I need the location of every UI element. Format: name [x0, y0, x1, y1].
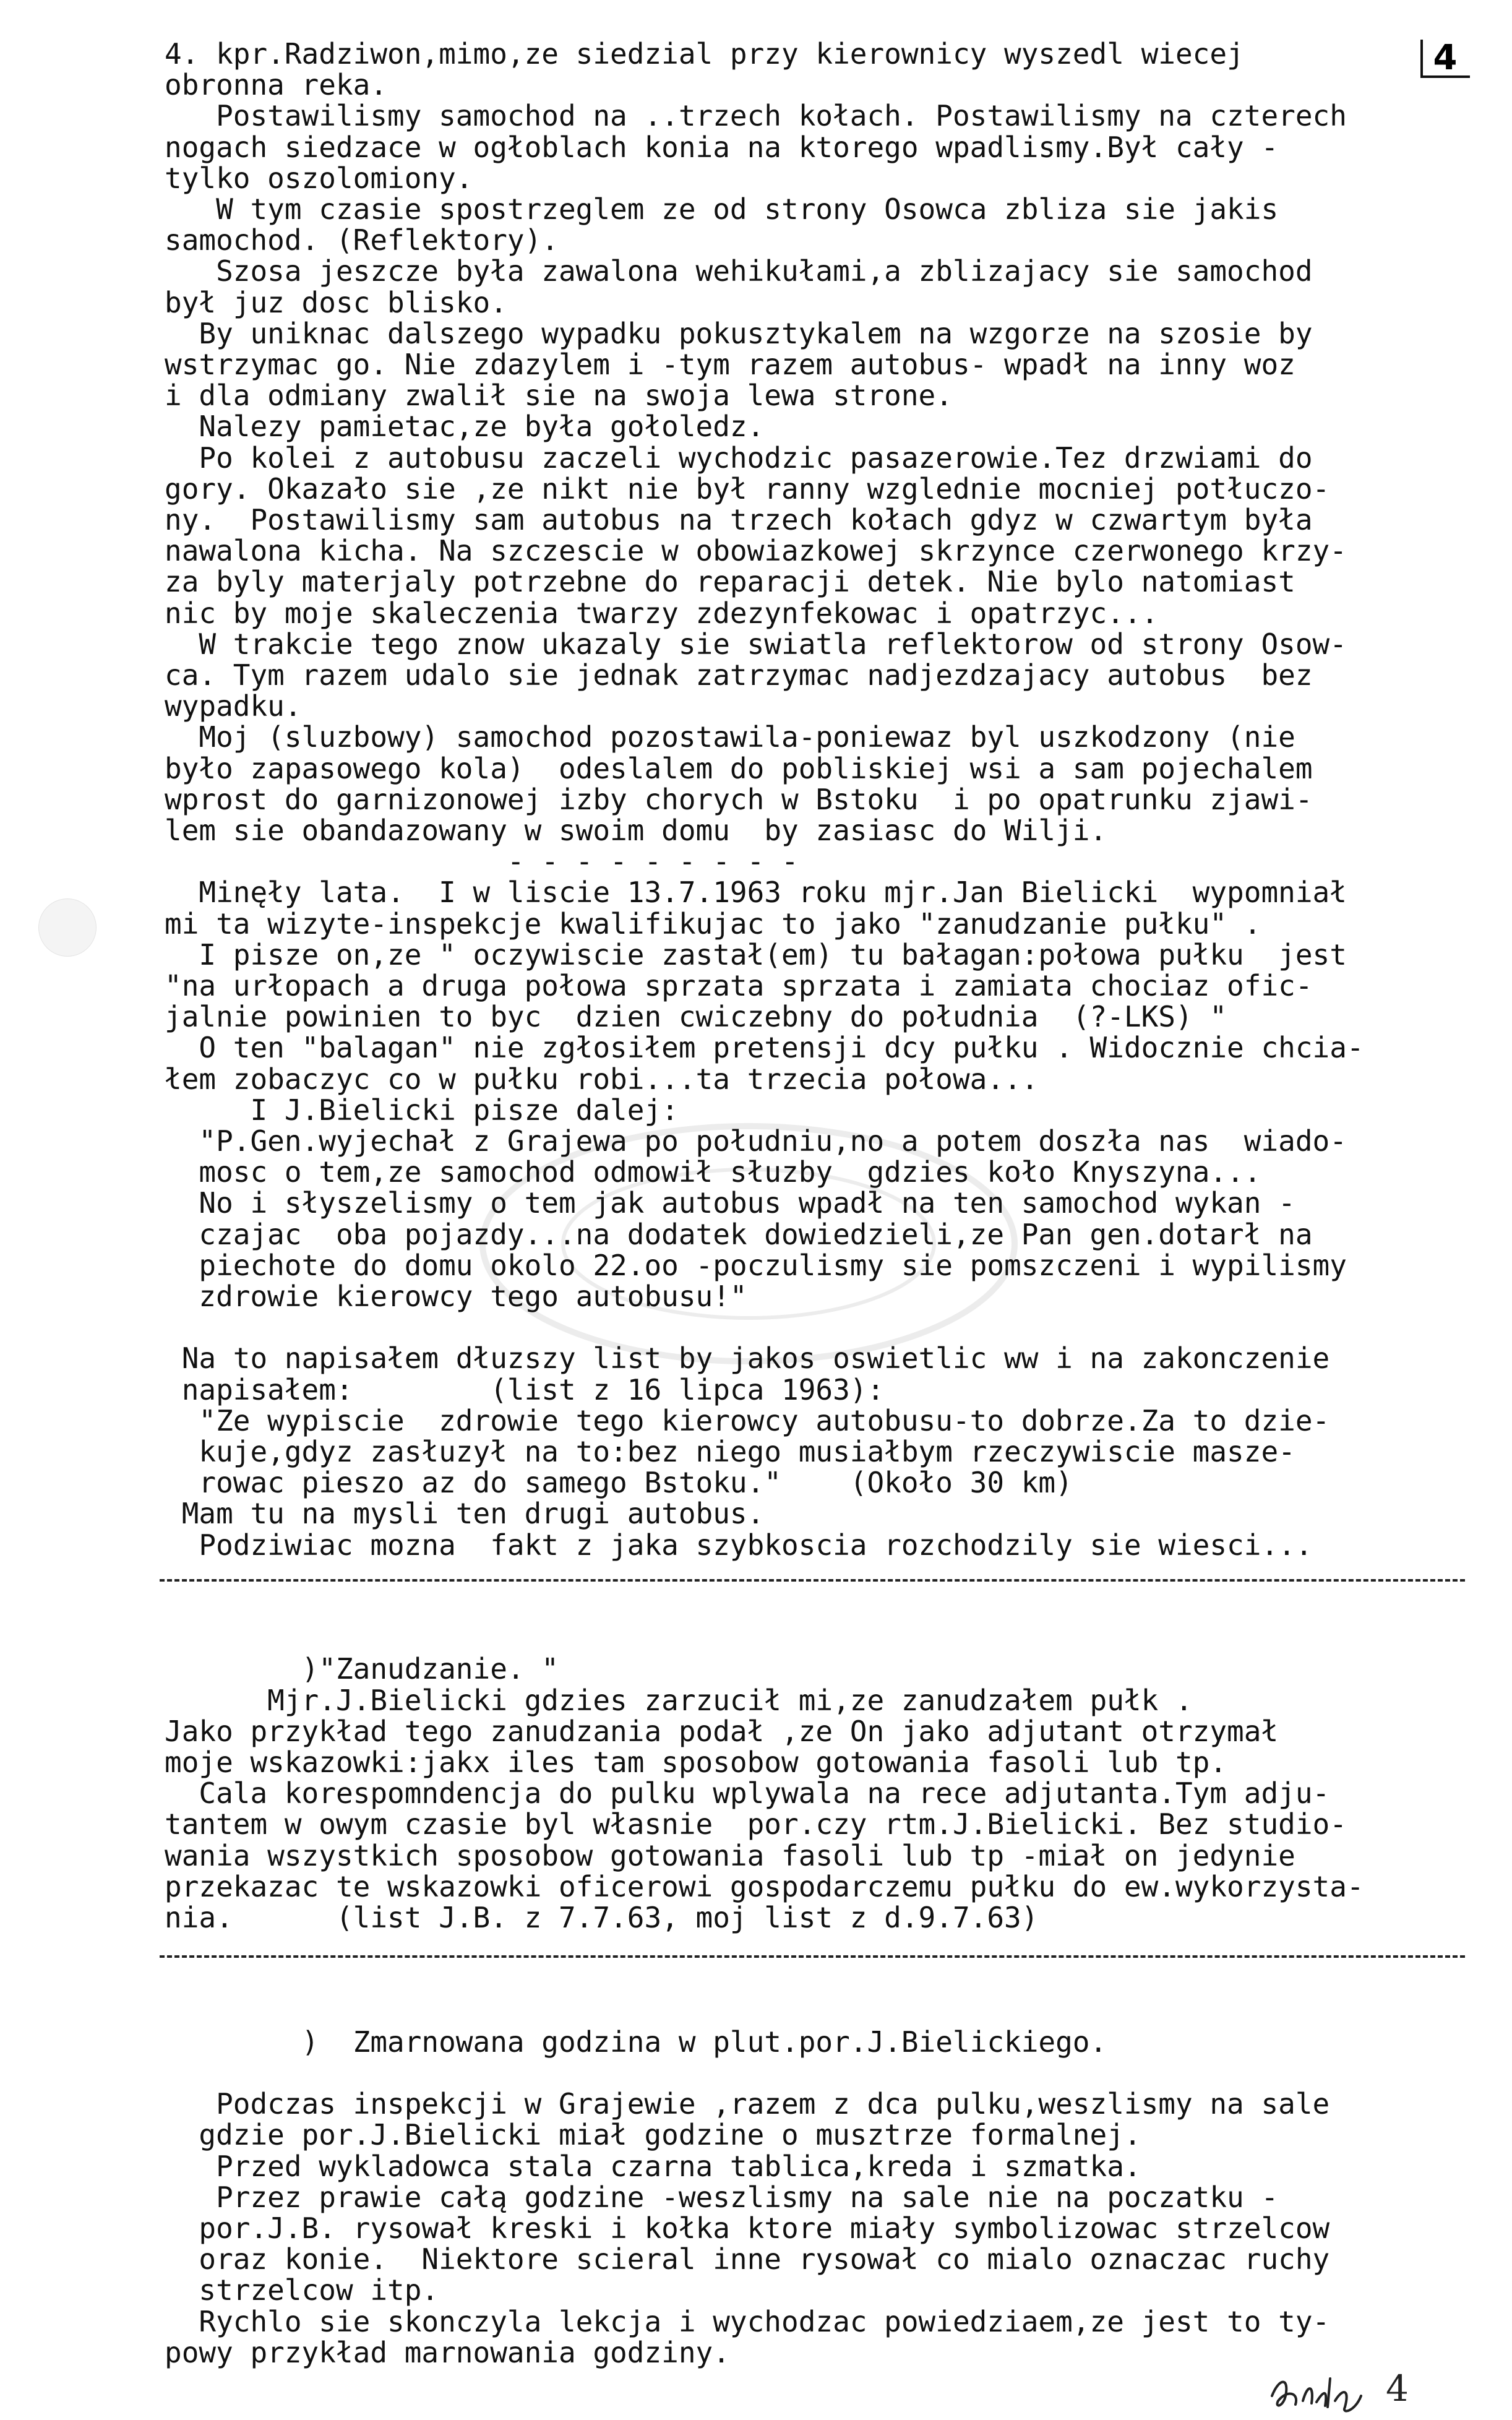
text-line: No i słyszelismy o tem jak autobus wpadł na ten samochod wykan -: [165, 1186, 1295, 1220]
page-number-mark: [1417, 36, 1474, 80]
text-line: samochod. (Reflektory).: [165, 223, 559, 257]
text-line: przekazac te wskazowki oficerowi gospodarczemu pułku do ew.wykorzysta-: [165, 1869, 1364, 1903]
text-line: "na urłopach a druga połowa sprzata sprzata i zamiata chociaz ofic-: [165, 969, 1313, 1002]
text-line: por.J.B. rysował kreski i kołka ktore miały symbolizowac strzelcow: [165, 2211, 1330, 2245]
text-line: jalnie powinien to byc dzien cwiczebny do południa (?-LKS) ": [165, 1000, 1227, 1034]
text-line: O ten "balagan" nie zgłosiłem pretensji dcy pułku . Widocznie chcia-: [165, 1031, 1364, 1065]
text-line: zdrowie kierowcy tego autobusu!": [165, 1280, 747, 1313]
text-line: gdzie por.J.Bielicki miał godzine o musztrze formalnej.: [165, 2118, 1141, 2152]
text-line: piechote do domu okolo 22.oo -poczulismy sie pomszczeni i wypilismy: [165, 1248, 1347, 1282]
text-line: tylko oszolomiony.: [165, 161, 473, 195]
footer-page-number: 4: [1386, 2367, 1409, 2409]
text-line: nogach siedzace w ogłoblach konia na ktorego wpadlismy.Był cały -: [165, 130, 1279, 164]
text-line: Na to napisałem dłuzszy list by jakos oswietlic ww i na zakonczenie: [165, 1341, 1330, 1376]
text-line: mi ta wizyte-inspekcje kwalifikujac to jako "zanudzanie pułku" .: [165, 906, 1261, 941]
dashed-separator: [160, 1955, 1465, 1958]
text-line: "P.Gen.wyjechał z Grajewa po południu,no a potem doszła nas wiado-: [165, 1124, 1347, 1158]
text-line: nawalona kicha. Na szczescie w obowiazkowej skrzynce czerwonego krzy-: [165, 534, 1347, 568]
text-line: Podziwiac mozna fakt z jaka szybkoscia rozchodzily sie wiesci...: [165, 1528, 1313, 1562]
text-line: 4. kpr.Radziwon,mimo,ze siedzial przy kierownicy wyszedl wiecej: [165, 37, 1244, 71]
page-number-frame-icon: [1417, 36, 1474, 80]
text-line: rowac pieszo az do samego Bstoku." (Około 30 km): [165, 1466, 1073, 1500]
text-line: mosc o tem,ze samochod odmowił słuzby gdzies koło Knyszyna...: [165, 1155, 1261, 1189]
text-line: czajac oba pojazdy...na dodatek dowiedzieli,ze Pan gen.dotarł na: [165, 1217, 1313, 1251]
text-line: strzelcow itp.: [165, 2273, 439, 2307]
text-line: tantem w owym czasie byl własnie por.czy rtm.J.Bielicki. Bez studio-: [165, 1807, 1347, 1841]
text-line: Nalezy pamietac,ze była gołoledz.: [165, 410, 765, 444]
text-line: I J.Bielicki pisze dalej:: [165, 1093, 679, 1127]
text-line: był juz dosc blisko.: [165, 285, 507, 319]
text-line: Mjr.J.Bielicki gdzies zarzucił mi,ze zanudzałem pułk .: [165, 1683, 1193, 1717]
text-line: W trakcie tego znow ukazaly sie swiatla reflektorow od strony Osow-: [165, 627, 1347, 661]
text-line: i dla odmiany zwalił sie na swoja lewa strone.: [165, 379, 953, 413]
text-line: - - - - - - - - -: [165, 845, 799, 879]
text-line: Mam tu na mysli ten drugi autobus.: [165, 1497, 765, 1531]
text-line: I pisze on,ze " oczywiscie zastał(em) tu bałagan:połowa pułku jest: [165, 937, 1347, 971]
text-line: Postawilismy samochod na ..trzech kołach. Postawilismy na czterech: [165, 99, 1347, 133]
text-line: powy przykład marnowania godziny.: [165, 2335, 730, 2369]
page-number-text: 4: [1433, 38, 1458, 78]
text-line: ) Zmarnowana godzina w plut.por.J.Bielickiego.: [165, 2025, 1107, 2059]
binder-punch-hole: [38, 898, 97, 957]
text-line: wania wszystkich sposobow gotowania fasoli lub tp -miał on jedynie: [165, 1838, 1295, 1872]
text-line: Minęły lata. I w liscie 13.7.1963 roku mjr.Jan Bielicki wypomniał: [165, 876, 1347, 910]
text-line: "Ze wypiscie zdrowie tego kierowcy autobusu-to dobrze.Za to dzie-: [165, 1403, 1330, 1437]
text-line: W tym czasie spostrzeglem ze od strony Osowca zbliza sie jakis: [165, 192, 1279, 226]
text-line: wprost do garnizonowej izby chorych w Bstoku i po opatrunku zjawi-: [165, 782, 1313, 816]
text-line: Po kolei z autobusu zaczeli wychodzic pasazerowie.Tez drzwiami do: [165, 441, 1313, 475]
text-line: Podczas inspekcji w Grajewie ,razem z dca pulku,weszlismy na sale: [165, 2087, 1330, 2121]
text-line: łem zobaczyc co w pułku robi...ta trzecia połowa...: [165, 1062, 1039, 1096]
text-line: Moj (sluzbowy) samochod pozostawila-poniewaz byl uszkodzony (nie: [165, 720, 1295, 754]
handwritten-signature: [1268, 2371, 1367, 2414]
text-line: ny. Postawilismy sam autobus na trzech kołach gdyz w czwartym była: [165, 503, 1313, 536]
text-line: nia. (list J.B. z 7.7.63, moj list z d.9.7.63): [165, 1901, 1039, 1934]
text-line: Rychlo sie skonczyla lekcja i wychodzac powiedziaem,ze jest to ty-: [165, 2304, 1330, 2338]
text-line: Szosa jeszcze była zawalona wehikułami,a zblizajacy sie samochod: [165, 254, 1313, 288]
text-line: lem sie obandazowany w swoim domu by zasiasc do Wilji.: [165, 814, 1107, 847]
text-line: Przez prawie całą godzine -weszlismy na sale nie na poczatku -: [165, 2180, 1279, 2214]
text-line: obronna reka.: [165, 68, 388, 102]
text-line: gory. Okazało sie ,ze nikt nie był ranny wzglednie mocniej potłuczo-: [165, 472, 1330, 506]
text-line: napisałem: (list z 16 lipca 1963):: [165, 1372, 885, 1406]
text-line: Przed wykladowca stala czarna tablica,kreda i szmatka.: [165, 2149, 1141, 2183]
text-line: ca. Tym razem udalo sie jednak zatrzymac nadjezdzajacy autobus bez: [165, 658, 1313, 692]
text-line: oraz konie. Niektore scieral inne rysował co mialo oznaczac ruchy: [165, 2242, 1330, 2276]
text-line: Cala korespomndencja do pulku wplywala na rece adjutanta.Tym adju-: [165, 1776, 1330, 1811]
text-line: kuje,gdyz zasłuzył na to:bez niego musiałbym rzeczywiscie masze-: [165, 1435, 1295, 1468]
text-line: wypadku.: [165, 689, 302, 723]
text-line: )"Zanudzanie. ": [165, 1652, 559, 1686]
text-line: nic by moje skaleczenia twarzy zdezynfekowac i opatrzyc...: [165, 596, 1159, 630]
text-line: moje wskazowki:jakx iles tam sposobow gotowania fasoli lub tp.: [165, 1746, 1227, 1779]
text-line: było zapasowego kola) odeslalem do pobliskiej wsi a sam pojechalem: [165, 751, 1313, 785]
text-line: wstrzymac go. Nie zdazylem i -tym razem autobus- wpadł na inny woz: [165, 348, 1295, 381]
dashed-separator: [160, 1579, 1465, 1582]
text-line: Jako przykład tego zanudzania podał ,ze On jako adjutant otrzymał: [165, 1714, 1279, 1748]
text-line: za byly materjaly potrzebne do reparacji detek. Nie bylo natomiast: [165, 565, 1295, 599]
text-line: By uniknac dalszego wypadku pokusztykalem na wzgorze na szosie by: [165, 316, 1313, 350]
